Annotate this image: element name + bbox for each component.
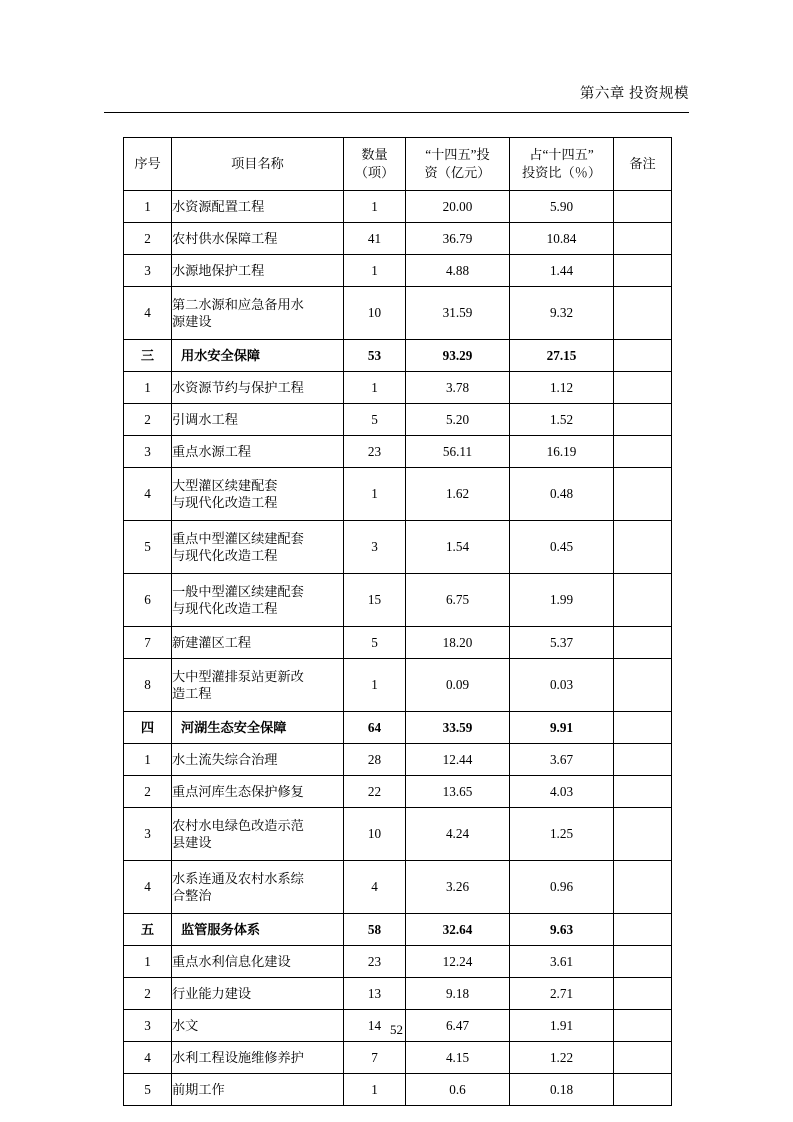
cell-note xyxy=(614,627,672,659)
cell-project-name xyxy=(172,808,344,861)
investment-table-container xyxy=(123,137,671,1106)
cell-percent: 1.12 xyxy=(510,372,614,404)
cell-project-name xyxy=(172,436,344,468)
cell-project-name xyxy=(172,574,344,627)
cell-project-name xyxy=(172,627,344,659)
project-name-line1: 前期工作 xyxy=(172,1081,225,1097)
cell-project-name xyxy=(172,659,344,712)
cell-project-name xyxy=(172,223,344,255)
table-row xyxy=(124,287,672,340)
table-row xyxy=(124,946,672,978)
table-header-row xyxy=(124,138,672,191)
project-name-line1: 一般中型灌区续建配套 xyxy=(172,583,304,599)
cell-investment: 3.26 xyxy=(406,861,510,914)
cell-seq: 2 xyxy=(124,776,172,808)
cell-percent: 2.71 xyxy=(510,978,614,1010)
project-name-line2: 县建设 xyxy=(172,835,212,850)
cell-note xyxy=(614,808,672,861)
table-row xyxy=(124,1074,672,1106)
cell-investment: 3.78 xyxy=(406,372,510,404)
cell-note xyxy=(614,914,672,946)
cell-project-name xyxy=(172,287,344,340)
project-name-line1: 水利工程设施维修养护 xyxy=(172,1049,304,1065)
cell-percent: 16.19 xyxy=(510,436,614,468)
cell-seq: 四 xyxy=(124,712,172,744)
cell-note xyxy=(614,978,672,1010)
cell-project-name xyxy=(172,521,344,574)
table-row xyxy=(124,776,672,808)
cell-project-name xyxy=(172,191,344,223)
cell-quantity: 15 xyxy=(344,574,406,627)
cell-investment: 6.75 xyxy=(406,574,510,627)
table-row xyxy=(124,574,672,627)
cell-seq: 4 xyxy=(124,468,172,521)
cell-seq: 三 xyxy=(124,340,172,372)
column-header-name: 项目名称 xyxy=(172,138,344,191)
project-name-line1: 行业能力建设 xyxy=(172,985,252,1001)
cell-quantity: 53 xyxy=(344,340,406,372)
cell-seq: 五 xyxy=(124,914,172,946)
project-name-line1: 水系连通及农村水系综 xyxy=(172,870,304,886)
cell-percent: 1.52 xyxy=(510,404,614,436)
cell-seq: 3 xyxy=(124,1010,172,1042)
cell-project-name xyxy=(172,340,344,372)
cell-quantity: 10 xyxy=(344,808,406,861)
cell-seq: 3 xyxy=(124,255,172,287)
cell-investment: 0.6 xyxy=(406,1074,510,1106)
cell-note xyxy=(614,468,672,521)
cell-project-name xyxy=(172,1074,344,1106)
cell-investment: 5.20 xyxy=(406,404,510,436)
cell-seq: 4 xyxy=(124,287,172,340)
table-row xyxy=(124,1042,672,1074)
project-name-line1: 引调水工程 xyxy=(172,411,238,427)
table-row-group xyxy=(124,914,672,946)
cell-project-name xyxy=(172,946,344,978)
table-row xyxy=(124,627,672,659)
cell-seq: 4 xyxy=(124,1042,172,1074)
cell-note xyxy=(614,223,672,255)
table-row xyxy=(124,978,672,1010)
cell-seq: 5 xyxy=(124,521,172,574)
cell-note xyxy=(614,404,672,436)
column-header-quantity: 数量 （项） xyxy=(344,138,406,191)
cell-percent: 1.22 xyxy=(510,1042,614,1074)
table-row xyxy=(124,744,672,776)
cell-quantity: 1 xyxy=(344,191,406,223)
investment-table xyxy=(123,137,672,1106)
cell-note xyxy=(614,521,672,574)
cell-note xyxy=(614,1042,672,1074)
cell-seq: 4 xyxy=(124,861,172,914)
cell-investment: 36.79 xyxy=(406,223,510,255)
cell-quantity: 1 xyxy=(344,468,406,521)
cell-percent: 0.45 xyxy=(510,521,614,574)
cell-project-name xyxy=(172,1042,344,1074)
cell-seq: 6 xyxy=(124,574,172,627)
cell-quantity: 10 xyxy=(344,287,406,340)
cell-quantity: 3 xyxy=(344,521,406,574)
table-row xyxy=(124,468,672,521)
project-name-line1: 水土流失综合治理 xyxy=(172,751,278,767)
page-number: 52 xyxy=(390,1022,403,1037)
cell-quantity: 1 xyxy=(344,1074,406,1106)
cell-seq: 1 xyxy=(124,191,172,223)
project-name-line1: 大中型灌排泵站更新改 xyxy=(172,668,304,684)
project-name-line1: 监管服务体系 xyxy=(181,921,261,937)
cell-percent: 27.15 xyxy=(510,340,614,372)
project-name-line2: 造工程 xyxy=(172,686,212,701)
project-name-line1: 重点中型灌区续建配套 xyxy=(172,530,304,546)
cell-note xyxy=(614,744,672,776)
cell-note xyxy=(614,287,672,340)
cell-seq: 1 xyxy=(124,372,172,404)
cell-percent: 0.48 xyxy=(510,468,614,521)
cell-investment: 13.65 xyxy=(406,776,510,808)
column-header-percent: 占“十四五” 投资比（％） xyxy=(510,138,614,191)
column-header-investment: “十四五”投 资（亿元） xyxy=(406,138,510,191)
cell-note xyxy=(614,191,672,223)
cell-seq: 2 xyxy=(124,978,172,1010)
cell-quantity: 1 xyxy=(344,659,406,712)
cell-percent: 9.91 xyxy=(510,712,614,744)
project-name-line1: 河湖生态安全保障 xyxy=(181,719,287,735)
cell-project-name xyxy=(172,744,344,776)
cell-project-name xyxy=(172,712,344,744)
cell-investment: 33.59 xyxy=(406,712,510,744)
cell-project-name xyxy=(172,914,344,946)
cell-percent: 9.63 xyxy=(510,914,614,946)
cell-percent: 0.18 xyxy=(510,1074,614,1106)
cell-project-name xyxy=(172,978,344,1010)
project-name-line1: 农村水电绿色改造示范 xyxy=(172,817,304,833)
table-row xyxy=(124,808,672,861)
cell-investment: 56.11 xyxy=(406,436,510,468)
table-row-group xyxy=(124,340,672,372)
cell-investment: 1.54 xyxy=(406,521,510,574)
project-name-line1: 大型灌区续建配套 xyxy=(172,477,278,493)
cell-investment: 93.29 xyxy=(406,340,510,372)
cell-investment: 12.24 xyxy=(406,946,510,978)
project-name-line1: 重点河库生态保护修复 xyxy=(172,783,304,799)
cell-seq: 2 xyxy=(124,404,172,436)
cell-note xyxy=(614,372,672,404)
project-name-line2: 与现代化改造工程 xyxy=(172,495,278,510)
cell-seq: 5 xyxy=(124,1074,172,1106)
cell-project-name xyxy=(172,861,344,914)
cell-quantity: 23 xyxy=(344,946,406,978)
cell-investment: 31.59 xyxy=(406,287,510,340)
cell-percent: 9.32 xyxy=(510,287,614,340)
table-row xyxy=(124,659,672,712)
cell-quantity: 64 xyxy=(344,712,406,744)
cell-percent: 1.99 xyxy=(510,574,614,627)
cell-quantity: 1 xyxy=(344,372,406,404)
cell-percent: 1.25 xyxy=(510,808,614,861)
cell-investment: 18.20 xyxy=(406,627,510,659)
cell-percent: 3.61 xyxy=(510,946,614,978)
cell-note xyxy=(614,1074,672,1106)
cell-quantity: 14 xyxy=(344,1010,406,1042)
project-name-line1: 新建灌区工程 xyxy=(172,634,252,650)
page-header: 第六章 投资规模 xyxy=(579,86,689,102)
cell-project-name xyxy=(172,776,344,808)
cell-note xyxy=(614,946,672,978)
cell-percent: 5.37 xyxy=(510,627,614,659)
cell-quantity: 1 xyxy=(344,255,406,287)
table-row xyxy=(124,255,672,287)
cell-quantity: 7 xyxy=(344,1042,406,1074)
project-name-line1: 重点水利信息化建设 xyxy=(172,953,291,969)
cell-note xyxy=(614,659,672,712)
cell-investment: 12.44 xyxy=(406,744,510,776)
cell-quantity: 5 xyxy=(344,627,406,659)
cell-quantity: 13 xyxy=(344,978,406,1010)
table-row xyxy=(124,404,672,436)
project-name-line1: 水文 xyxy=(172,1017,199,1033)
project-name-line2: 与现代化改造工程 xyxy=(172,548,278,563)
table-row xyxy=(124,436,672,468)
project-name-line1: 水源地保护工程 xyxy=(172,262,265,278)
project-name-line1: 水资源节约与保护工程 xyxy=(172,379,304,395)
cell-investment: 9.18 xyxy=(406,978,510,1010)
column-header-note: 备注 xyxy=(614,138,672,191)
project-name-line1: 第二水源和应急备用水 xyxy=(172,296,304,312)
cell-seq: 7 xyxy=(124,627,172,659)
cell-quantity: 4 xyxy=(344,861,406,914)
project-name-line2: 合整治 xyxy=(172,888,212,903)
cell-investment: 1.62 xyxy=(406,468,510,521)
table-body xyxy=(124,191,672,1106)
header-divider xyxy=(104,112,689,113)
project-name-line1: 农村供水保障工程 xyxy=(172,230,278,246)
cell-seq: 1 xyxy=(124,744,172,776)
cell-project-name xyxy=(172,372,344,404)
cell-percent: 0.96 xyxy=(510,861,614,914)
table-row xyxy=(124,521,672,574)
cell-note xyxy=(614,340,672,372)
cell-percent: 10.84 xyxy=(510,223,614,255)
cell-percent: 1.91 xyxy=(510,1010,614,1042)
project-name-line1: 重点水源工程 xyxy=(172,443,252,459)
table-row xyxy=(124,223,672,255)
cell-investment: 4.24 xyxy=(406,808,510,861)
cell-investment: 20.00 xyxy=(406,191,510,223)
project-name-line2: 与现代化改造工程 xyxy=(172,601,278,616)
cell-note xyxy=(614,255,672,287)
cell-quantity: 22 xyxy=(344,776,406,808)
cell-percent: 1.44 xyxy=(510,255,614,287)
cell-note xyxy=(614,574,672,627)
table-row xyxy=(124,191,672,223)
cell-quantity: 5 xyxy=(344,404,406,436)
cell-seq: 8 xyxy=(124,659,172,712)
cell-percent: 3.67 xyxy=(510,744,614,776)
cell-project-name xyxy=(172,468,344,521)
column-header-seq: 序号 xyxy=(124,138,172,191)
cell-investment: 32.64 xyxy=(406,914,510,946)
project-name-line1: 用水安全保障 xyxy=(181,347,261,363)
cell-investment: 4.15 xyxy=(406,1042,510,1074)
project-name-line2: 源建设 xyxy=(172,314,212,329)
cell-quantity: 23 xyxy=(344,436,406,468)
table-row xyxy=(124,372,672,404)
cell-quantity: 41 xyxy=(344,223,406,255)
cell-note xyxy=(614,436,672,468)
cell-note xyxy=(614,712,672,744)
cell-seq: 3 xyxy=(124,808,172,861)
project-name-line1: 水资源配置工程 xyxy=(172,198,265,214)
table-row-group xyxy=(124,712,672,744)
cell-investment: 0.09 xyxy=(406,659,510,712)
cell-seq: 2 xyxy=(124,223,172,255)
cell-percent: 4.03 xyxy=(510,776,614,808)
cell-note xyxy=(614,861,672,914)
cell-seq: 1 xyxy=(124,946,172,978)
cell-note xyxy=(614,776,672,808)
table-row xyxy=(124,861,672,914)
cell-quantity: 58 xyxy=(344,914,406,946)
cell-project-name xyxy=(172,404,344,436)
cell-investment: 6.47 xyxy=(406,1010,510,1042)
cell-percent: 5.90 xyxy=(510,191,614,223)
cell-seq: 3 xyxy=(124,436,172,468)
cell-quantity: 28 xyxy=(344,744,406,776)
cell-project-name xyxy=(172,255,344,287)
cell-investment: 4.88 xyxy=(406,255,510,287)
cell-percent: 0.03 xyxy=(510,659,614,712)
